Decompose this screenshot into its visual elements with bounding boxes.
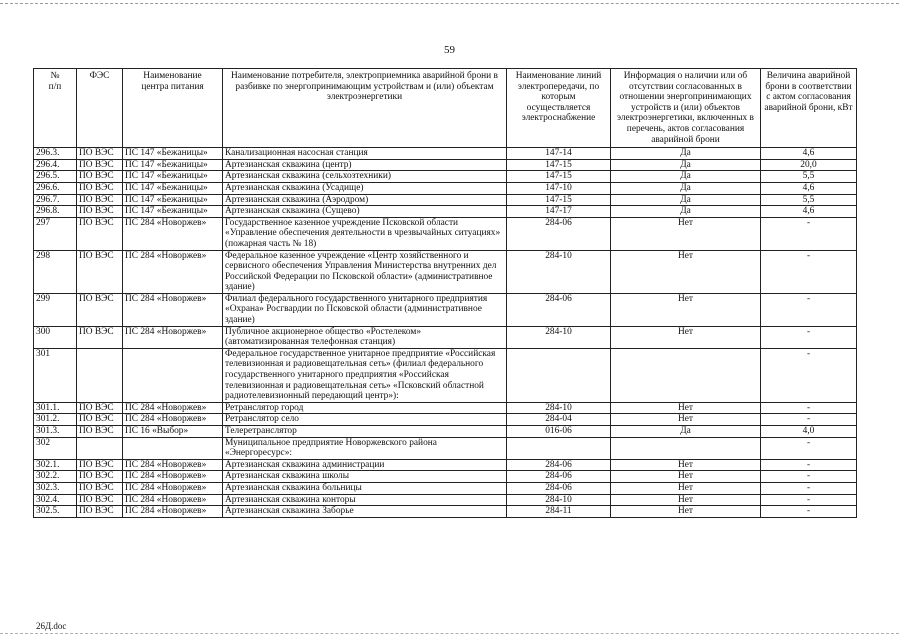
- cell-info: Нет: [611, 471, 761, 483]
- table-row: [34, 217, 857, 250]
- header-power: Величина аварийной брони в соответствии с актом согласования аварийной брони, кВт: [761, 69, 857, 148]
- footer-filename: 26Д.doc: [36, 621, 67, 631]
- cell-center: [123, 348, 223, 402]
- cell-center: ПС 284 «Новоржев»: [123, 471, 223, 483]
- cell-num: 302.5.: [34, 506, 77, 518]
- cell-power: -: [761, 348, 857, 402]
- cell-line: 147-14: [507, 148, 611, 160]
- cell-info: Да: [611, 148, 761, 160]
- cell-info: Нет: [611, 293, 761, 326]
- cell-center: ПС 284 «Новоржев»: [123, 293, 223, 326]
- cell-consumer: Артезианская скважина (Аэродром): [223, 194, 507, 206]
- cell-line: [507, 437, 611, 459]
- cell-center: ПС 284 «Новоржев»: [123, 402, 223, 414]
- cell-center: [123, 437, 223, 459]
- table-row: [34, 293, 857, 326]
- cell-line: 284-06: [507, 459, 611, 471]
- cell-consumer: Артезианская скважина (Усадище): [223, 182, 507, 194]
- cell-center: ПС 147 «Бежаницы»: [123, 182, 223, 194]
- cell-fes: ПО ВЭС: [77, 402, 123, 414]
- cell-center: ПС 147 «Бежаницы»: [123, 148, 223, 160]
- cell-line: 284-06: [507, 293, 611, 326]
- header-line: Наименование линий электропередачи, по которым осуществляется электроснабжение: [507, 69, 611, 148]
- cell-power: -: [761, 471, 857, 483]
- cell-fes: ПО ВЭС: [77, 250, 123, 293]
- cell-line: [507, 348, 611, 402]
- cell-fes: ПО ВЭС: [77, 471, 123, 483]
- cell-info: [611, 348, 761, 402]
- cell-power: 4,6: [761, 148, 857, 160]
- cell-fes: ПО ВЭС: [77, 194, 123, 206]
- cell-power: -: [761, 482, 857, 494]
- cell-info: Нет: [611, 414, 761, 426]
- cell-power: -: [761, 326, 857, 348]
- header-info: Информация о наличии или об отсутствии согласованных в отношении энергопринимающих устройств и (или) объектов электроэнергетики, включенных в перечень, актов согласования аварийной брони: [611, 69, 761, 148]
- cell-info: Нет: [611, 250, 761, 293]
- cell-line: 147-15: [507, 159, 611, 171]
- cell-power: -: [761, 293, 857, 326]
- cell-num: 296.6.: [34, 182, 77, 194]
- table-row: [34, 471, 857, 483]
- table-row: [34, 326, 857, 348]
- table-row: [34, 159, 857, 171]
- cell-num: 301.2.: [34, 414, 77, 426]
- table-row: [34, 348, 857, 402]
- cell-consumer: Артезианская скважина Заборье: [223, 506, 507, 518]
- cell-line: 147-10: [507, 182, 611, 194]
- cell-center: ПС 284 «Новоржев»: [123, 414, 223, 426]
- cell-num: 301: [34, 348, 77, 402]
- cell-power: 20,0: [761, 159, 857, 171]
- cell-power: -: [761, 437, 857, 459]
- cell-center: ПС 147 «Бежаницы»: [123, 206, 223, 218]
- cell-consumer: Филиал федерального государственного унитарного предприятия «Охрана» Росгвардии по Псковской области (административное здание): [223, 293, 507, 326]
- cell-fes: ПО ВЭС: [77, 482, 123, 494]
- cell-line: 147-15: [507, 194, 611, 206]
- cell-fes: ПО ВЭС: [77, 326, 123, 348]
- cell-num: 297: [34, 217, 77, 250]
- cell-power: 5,5: [761, 194, 857, 206]
- cell-center: ПС 284 «Новоржев»: [123, 482, 223, 494]
- cell-power: 4,0: [761, 426, 857, 438]
- cell-num: 299: [34, 293, 77, 326]
- cell-num: 296.5.: [34, 171, 77, 183]
- cell-fes: [77, 348, 123, 402]
- cell-info: Да: [611, 182, 761, 194]
- cell-info: Нет: [611, 506, 761, 518]
- cell-line: 284-10: [507, 250, 611, 293]
- cell-line: 284-10: [507, 326, 611, 348]
- cell-num: 296.4.: [34, 159, 77, 171]
- table-row: [34, 194, 857, 206]
- table-row: [34, 148, 857, 160]
- cell-fes: ПО ВЭС: [77, 148, 123, 160]
- cell-center: ПС 284 «Новоржев»: [123, 217, 223, 250]
- cell-consumer: Артезианская скважина (Сущево): [223, 206, 507, 218]
- cell-power: -: [761, 494, 857, 506]
- cell-line: 284-06: [507, 217, 611, 250]
- table-row: [34, 482, 857, 494]
- cell-num: 296.7.: [34, 194, 77, 206]
- cell-line: 284-10: [507, 494, 611, 506]
- top-scan-edge: [0, 3, 899, 4]
- cell-fes: ПО ВЭС: [77, 159, 123, 171]
- cell-consumer: Артезианская скважина (центр): [223, 159, 507, 171]
- cell-center: ПС 284 «Новоржев»: [123, 459, 223, 471]
- cell-power: 4,6: [761, 206, 857, 218]
- cell-info: Нет: [611, 482, 761, 494]
- cell-info: Да: [611, 159, 761, 171]
- cell-consumer: Федеральное государственное унитарное предприятие «Российская телевизионная и радиовещательная сеть» (филиал федерального государственного унитарного предприятия «Российская телевизионная и радиовещательная сеть» «Псковский областной радиотелевизионный передающий центр»):: [223, 348, 507, 402]
- cell-consumer: Канализационная насосная станция: [223, 148, 507, 160]
- cell-power: -: [761, 217, 857, 250]
- cell-center: ПС 147 «Бежаницы»: [123, 194, 223, 206]
- table-row: [34, 206, 857, 218]
- table-row: [34, 459, 857, 471]
- cell-line: 147-17: [507, 206, 611, 218]
- cell-center: ПС 16 «Выбор»: [123, 426, 223, 438]
- header-num: № п/п: [34, 69, 77, 148]
- bottom-scan-edge: [0, 633, 899, 634]
- cell-info: Нет: [611, 217, 761, 250]
- cell-num: 301.3.: [34, 426, 77, 438]
- cell-num: 296.8.: [34, 206, 77, 218]
- cell-fes: ПО ВЭС: [77, 182, 123, 194]
- table-row: [34, 437, 857, 459]
- cell-fes: [77, 437, 123, 459]
- cell-num: 302.3.: [34, 482, 77, 494]
- cell-center: ПС 284 «Новоржев»: [123, 326, 223, 348]
- cell-consumer: Муниципальное предприятие Новоржевского района «Энергоресурс»:: [223, 437, 507, 459]
- table-row: [34, 171, 857, 183]
- cell-line: 147-15: [507, 171, 611, 183]
- header-consumer: Наименование потребителя, электроприемника аварийной брони в разбивке по энергопринимающим устройствам и (или) объектам электроэнергетики: [223, 69, 507, 148]
- page-number: 59: [444, 44, 455, 56]
- cell-fes: ПО ВЭС: [77, 426, 123, 438]
- cell-num: 302.2.: [34, 471, 77, 483]
- cell-consumer: Государственное казенное учреждение Псковской области «Управление обеспечения деятельности в чрезвычайных ситуациях» (пожарная часть № 18): [223, 217, 507, 250]
- cell-line: 284-04: [507, 414, 611, 426]
- cell-fes: ПО ВЭС: [77, 414, 123, 426]
- cell-info: [611, 437, 761, 459]
- cell-info: Да: [611, 426, 761, 438]
- cell-power: -: [761, 414, 857, 426]
- cell-num: 300: [34, 326, 77, 348]
- cell-center: ПС 147 «Бежаницы»: [123, 159, 223, 171]
- cell-power: -: [761, 250, 857, 293]
- cell-line: 016-06: [507, 426, 611, 438]
- cell-info: Да: [611, 206, 761, 218]
- cell-fes: ПО ВЭС: [77, 206, 123, 218]
- cell-fes: ПО ВЭС: [77, 217, 123, 250]
- cell-fes: ПО ВЭС: [77, 506, 123, 518]
- cell-consumer: Ретранслятор город: [223, 402, 507, 414]
- cell-power: -: [761, 459, 857, 471]
- cell-center: ПС 147 «Бежаницы»: [123, 171, 223, 183]
- cell-consumer: Артезианская скважина (сельхозтехники): [223, 171, 507, 183]
- cell-fes: ПО ВЭС: [77, 293, 123, 326]
- cell-fes: ПО ВЭС: [77, 459, 123, 471]
- cell-line: 284-06: [507, 471, 611, 483]
- cell-num: 296.3.: [34, 148, 77, 160]
- cell-consumer: Артезианская скважина конторы: [223, 494, 507, 506]
- cell-line: 284-06: [507, 482, 611, 494]
- cell-info: Нет: [611, 402, 761, 414]
- cell-fes: ПО ВЭС: [77, 494, 123, 506]
- cell-line: 284-10: [507, 402, 611, 414]
- cell-consumer: Артезианская скважина школы: [223, 471, 507, 483]
- table-row: [34, 426, 857, 438]
- cell-consumer: Телеретранслятор: [223, 426, 507, 438]
- cell-num: 302: [34, 437, 77, 459]
- cell-num: 302.4.: [34, 494, 77, 506]
- table-row: [34, 182, 857, 194]
- cell-num: 301.1.: [34, 402, 77, 414]
- header-center: Наименование центра питания: [123, 69, 223, 148]
- cell-center: ПС 284 «Новоржев»: [123, 250, 223, 293]
- table-row: [34, 506, 857, 518]
- table-header-row: [34, 69, 857, 148]
- table-row: [34, 494, 857, 506]
- cell-info: Нет: [611, 459, 761, 471]
- table-row: [34, 414, 857, 426]
- cell-consumer: Публичное акционерное общество «Ростелеком» (автоматизированная телефонная станция): [223, 326, 507, 348]
- cell-center: ПС 284 «Новоржев»: [123, 494, 223, 506]
- cell-info: Да: [611, 171, 761, 183]
- cell-fes: ПО ВЭС: [77, 171, 123, 183]
- cell-line: 284-11: [507, 506, 611, 518]
- table-row: [34, 402, 857, 414]
- header-fes: ФЭС: [77, 69, 123, 148]
- cell-consumer: Артезианская скважина администрации: [223, 459, 507, 471]
- cell-power: -: [761, 506, 857, 518]
- cell-consumer: Артезианская скважина больницы: [223, 482, 507, 494]
- cell-info: Да: [611, 194, 761, 206]
- cell-power: 5,5: [761, 171, 857, 183]
- cell-center: ПС 284 «Новоржев»: [123, 506, 223, 518]
- cell-info: Нет: [611, 494, 761, 506]
- cell-power: 4,6: [761, 182, 857, 194]
- cell-num: 298: [34, 250, 77, 293]
- cell-num: 302.1.: [34, 459, 77, 471]
- emergency-reserve-table: [33, 68, 857, 518]
- cell-consumer: Ретранслятор село: [223, 414, 507, 426]
- cell-consumer: Федеральное казенное учреждение «Центр хозяйственного и сервисного обеспечения Управления Министерства внутренних дел Российской Федерации по Псковской области» (административное здание): [223, 250, 507, 293]
- cell-power: -: [761, 402, 857, 414]
- table-row: [34, 250, 857, 293]
- cell-info: Нет: [611, 326, 761, 348]
